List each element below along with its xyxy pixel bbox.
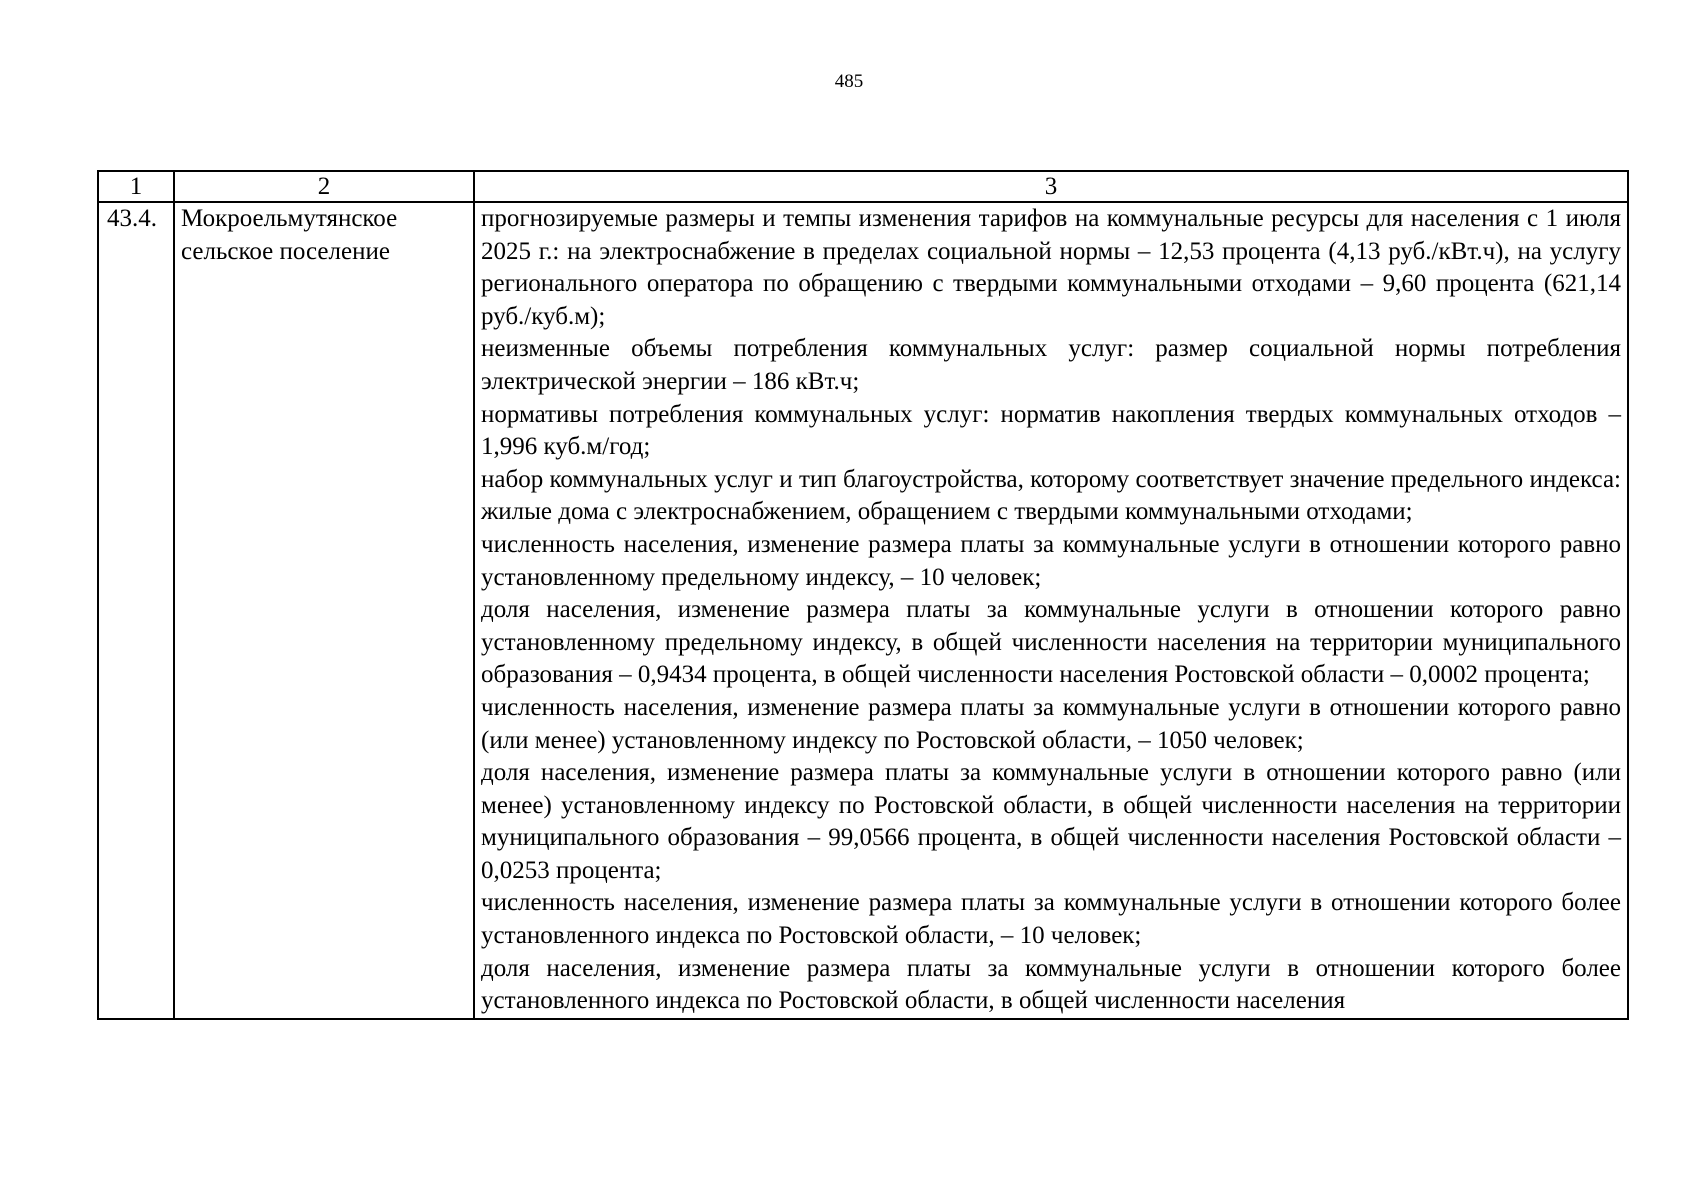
paragraph-population-equal-index: численность населения, изменение размера платы за коммунальные услуги в отношении которого равно установленному предельному индексу, – 10 человек; <box>481 530 1621 591</box>
paragraph-population-above-regional: численность населения, изменение размера платы за коммунальные услуги в отношении которого более установленного индекса по Ростовской области, – 10 человек; <box>481 889 1621 950</box>
paragraph-share-above-regional: доля населения, изменение размера платы за коммунальные услуги в отношении которого более установленного индекса по Ростовской области, в общей численности населения <box>481 954 1621 1015</box>
tariff-table <box>97 170 1629 1020</box>
paragraph-tariff-forecast: прогнозируемые размеры и темпы изменения тарифов на коммунальные ресурсы для населения с 1 июля 2025 г.: на электроснабжение в пределах социальной нормы – 12,53 процента (4,13 руб./кВт.ч), на услугу регионального оператора по обращению с твердыми коммунальными отходами – 9,60 процента (621,14 руб./куб.м); <box>481 205 1621 330</box>
paragraph-consumption-norms: нормативы потребления коммунальных услуг: норматив накопления твердых коммунальных отходов – 1,996 куб.м/год; <box>481 400 1621 461</box>
municipality-name-cell: Мокроельмутянское сельское поселение <box>174 202 474 1019</box>
header-cell-1: 1 <box>98 171 174 202</box>
paragraph-consumption-volume: неизменные объемы потребления коммунальных услуг: размер социальной нормы потребления электрической энергии – 186 кВт.ч; <box>481 335 1621 395</box>
paragraph-utility-set: набор коммунальных услуг и тип благоустройства, которому соответствует значение предельного индекса: жилые дома с электроснабжением, обращением с твердыми коммунальными отходами; <box>481 465 1621 526</box>
row-content-cell <box>474 202 1628 1019</box>
row-number-cell: 43.4. <box>98 202 174 1019</box>
table-header-row <box>98 171 1628 202</box>
paragraph-share-equal-index: доля населения, изменение размера платы за коммунальные услуги в отношении которого равно установленному предельному индексу, в общей численности населения на территории муниципального образования – 0,9434 процента, в общей численности населения Ростовской области – 0,0002 процента; <box>481 596 1621 689</box>
table-row <box>98 202 1628 1019</box>
header-cell-2: 2 <box>174 171 474 202</box>
header-cell-3: 3 <box>474 171 1628 202</box>
paragraph-population-equal-or-less-regional: численность населения, изменение размера платы за коммунальные услуги в отношении которого равно (или менее) установленному индексу по Ростовской области, – 1050 человек; <box>481 693 1621 754</box>
paragraph-share-equal-or-less-regional: доля населения, изменение размера платы за коммунальные услуги в отношении которого равно (или менее) установленному индексу по Ростовской области, в общей численности населения на территории муниципального образования – 99,0566 процента, в общей численности населения Ростовской области – 0,0253 процента; <box>481 759 1621 884</box>
page-number: 485 <box>834 71 864 92</box>
